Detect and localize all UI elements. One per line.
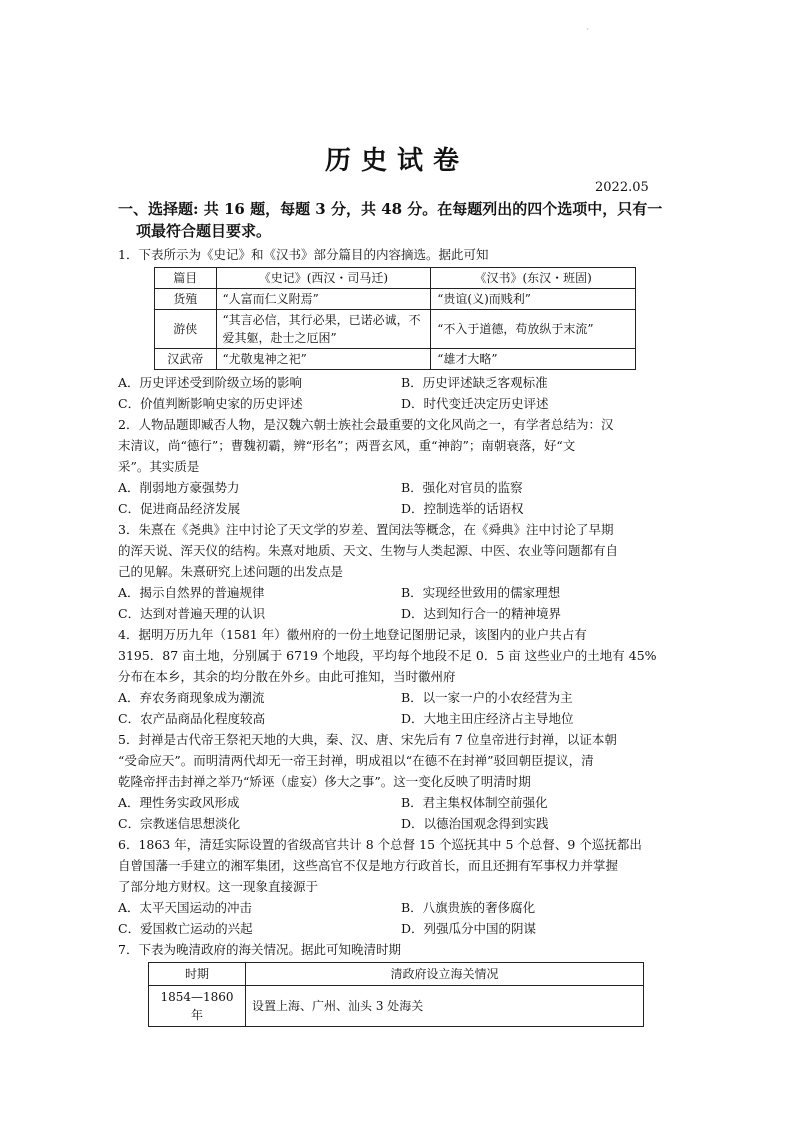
table-cell: “其言必信，其行必果，已诺必诚，不爱其躯，赴士之厄困” [216, 310, 431, 349]
option-a: A．太平天国运动的冲击 [118, 900, 253, 915]
q6-stem-line: 自曾国藩一手建立的湘军集团，这些高官不仅是地方行政首长，而且还拥有军事权力并掌握 [118, 858, 619, 873]
q2-stem-line: 2．人物品题即臧否人物，是汉魏六朝士族社会最重要的文化风尚之一，有学者总结为：汉 [118, 417, 614, 432]
q5-stem-line: 乾隆帝抨击封禅之举乃“矫诬（虚妄）侈大之事”。这一变化反映了明清时期 [118, 774, 531, 789]
option-a: A．削弱地方豪强势力 [118, 480, 240, 495]
option-a: A．揭示自然界的普遍规律 [118, 585, 265, 600]
option-d: D．大地主田庄经济占主导地位 [401, 711, 574, 726]
table-cell: “尤敬鬼神之祀” [216, 349, 431, 370]
table-row [149, 986, 644, 1027]
questions [118, 244, 684, 1027]
table-header-cell: 篇目 [155, 268, 217, 289]
q5-stem-line: “受命应天”。而明清两代却无一帝王封禅，明成祖以“在德不在封禅”驳回朝臣提议，清 [118, 753, 594, 768]
q5-stem-line: 5．封禅是古代帝王祭祀天地的大典，秦、汉、唐、宋先后有 7 位皇帝进行封禅，以证本朝 [118, 732, 617, 747]
q4-stem-line: 分布在本乡，其余的均分散在外乡。由此可推知，当时徽州府 [118, 669, 456, 684]
q2-options [118, 477, 684, 519]
corner-mark: ` [586, 28, 590, 37]
q7-stem: 7．下表为晚清政府的海关情况。据此可知晚清时期 [118, 942, 401, 957]
table-cell: 货殖 [155, 289, 217, 310]
q7-table [148, 962, 644, 1027]
option-b: B．八旗贵族的奢侈腐化 [401, 900, 536, 915]
q2-stem-line: 采”。其实质是 [118, 459, 200, 474]
table-row [155, 289, 636, 310]
option-c: C．达到对普遍天理的认识 [118, 606, 266, 621]
table-header-cell: 清政府设立海关情况 [246, 963, 644, 986]
option-c: C．爱国救亡运动的兴起 [118, 921, 253, 936]
option-d: D．列强瓜分中国的阴谋 [401, 921, 537, 936]
q6-stem-line: 6．1863 年，清廷实际设置的省级高官共计 8 个总督 15 个巡抚其中 5 个总督、9 个巡抚都出 [118, 837, 642, 852]
exam-date: 2022.05 [595, 180, 649, 195]
option-a: A．理性务实政风形成 [118, 795, 240, 810]
table-cell: 汉武帝 [155, 349, 217, 370]
q3-stem-line: 3．朱熹在《尧典》注中讨论了天文学的岁差、置闰法等概念，在《舜典》注中讨论了早期 [118, 522, 614, 537]
q6-stem-line: 了部分地方财权。这一现象直接源于 [118, 879, 319, 894]
page-title: 历史试卷 [324, 146, 469, 176]
option-b: B．历史评述缺乏客观标准 [401, 375, 548, 390]
option-c: C．价值判断影响史家的历史评述 [118, 396, 303, 411]
option-a: A．弃农务商现象成为潮流 [118, 690, 265, 705]
q3-stem-line: 的浑天说、浑天仪的结构。朱熹对地质、天文、生物与人类起源、中医、农业等问题都有自 [118, 543, 619, 558]
table-header-cell: 时期 [149, 963, 246, 986]
table-cell: “贵谊(义)而贱利” [431, 289, 636, 310]
option-b: B．实现经世致用的儒家理想 [401, 585, 561, 600]
q1-stem: 1．下表所示为《史记》和《汉书》部分篇目的内容摘选。据此可知 [118, 247, 489, 262]
option-d: D．控制选举的话语权 [401, 501, 524, 516]
q1-options [118, 372, 684, 414]
option-b: B．强化对官员的监察 [401, 480, 523, 495]
table-header-cell: 《汉书》(东汉・班固) [431, 268, 636, 289]
q3-options [118, 582, 684, 624]
table-cell: “不入于道德，苟放纵于末流” [431, 310, 636, 349]
q4-stem-line: 4．据明万历九年（1581 年）徽州府的一份土地登记图册记录，该图内的业户共占有 [118, 627, 587, 642]
option-c: C．促进商品经济发展 [118, 501, 241, 516]
section-heading-line-1: 一、选择题: 共 16 题，每题 3 分，共 48 分。在每题列出的四个选项中，只有一 [118, 200, 663, 218]
option-c: C．宗教迷信思想淡化 [118, 816, 241, 831]
table-row [155, 268, 636, 289]
table-cell: 设置上海、广州、汕头 3 处海关 [246, 986, 644, 1027]
q4-options [118, 687, 684, 729]
option-c: C．农产品商品化程度较高 [118, 711, 266, 726]
q4-stem-line: 3195．87 亩土地，分别属于 6719 个地段，平均每个地段不足 0．5 亩 这些业户的土地有 45% [118, 648, 657, 663]
option-d: D．以德治国观念得到实践 [401, 816, 549, 831]
table-cell: 1854—1860 年 [149, 986, 246, 1027]
table-cell: “雄才大略” [431, 349, 636, 370]
section-heading-line-2: 项最符合题目要求。 [136, 222, 272, 240]
table-cell: “人富而仁义附焉” [216, 289, 431, 310]
table-cell: 游侠 [155, 310, 217, 349]
table-header-cell: 《史记》(西汉・司马迁) [216, 268, 431, 289]
table-row [155, 349, 636, 370]
q6-options [118, 897, 684, 939]
section-heading [118, 198, 684, 242]
table-row [155, 310, 636, 349]
option-b: B．君主集权体制空前强化 [401, 795, 548, 810]
option-d: D．时代变迁决定历史评述 [401, 396, 549, 411]
q1-table [154, 267, 636, 370]
q5-options [118, 792, 684, 834]
option-b: B．以一家一户的小农经营为主 [401, 690, 573, 705]
option-a: A．历史评述受到阶级立场的影响 [118, 375, 303, 390]
table-row [149, 963, 644, 986]
q3-stem-line: 己的见解。朱熹研究上述问题的出发点是 [118, 564, 344, 579]
q2-stem-line: 末清议，尚“德行”；曹魏初霸，辨“形名”；两晋玄风，重“神韵”；南朝衰落，好“文 [118, 438, 576, 453]
option-d: D．达到知行合一的精神境界 [401, 606, 562, 621]
